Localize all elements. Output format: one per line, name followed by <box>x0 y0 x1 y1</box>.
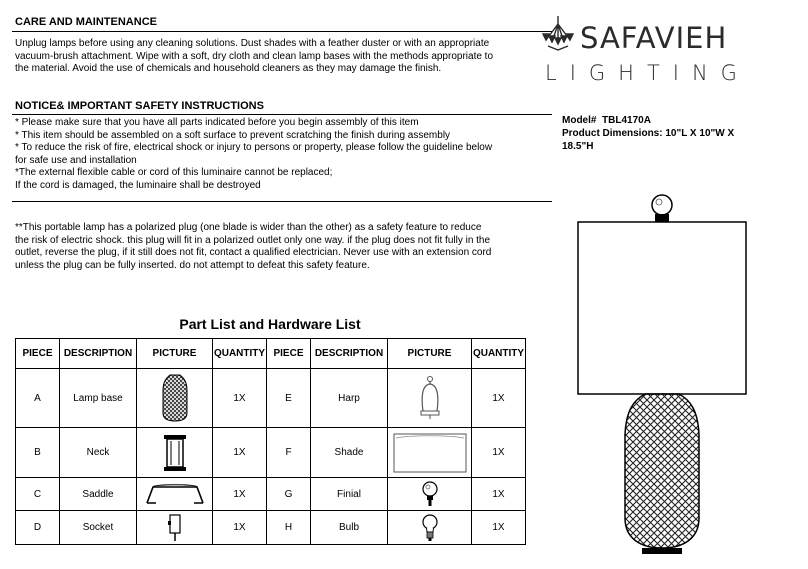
piece-cell: C <box>16 478 60 511</box>
chandelier-icon <box>543 16 573 50</box>
brand-sub: LIGHTING <box>545 61 750 84</box>
piece-cell: G <box>267 478 311 511</box>
parts-header-row <box>16 339 526 369</box>
drawing-base <box>625 394 699 548</box>
description-cell: Shade <box>311 428 388 478</box>
notice-line: * This item should be assembled on a soft surface to prevent scratching the finish during assembly <box>15 129 451 141</box>
plug-line: unless the plug can be fully inserted. do not attempt to defeat this safety feature. <box>15 259 370 271</box>
notice-line: If the cord is damaged, the luminaire shall be destroyed <box>15 179 261 191</box>
quantity-cell: 1X <box>213 478 267 511</box>
quantity-cell: 1X <box>472 511 526 545</box>
shade-icon <box>392 432 468 474</box>
harp-icon <box>418 375 442 421</box>
quantity-cell: 1X <box>213 511 267 545</box>
quantity-cell: 1X <box>472 428 526 478</box>
piece-cell: F <box>267 428 311 478</box>
picture-cell <box>388 511 472 545</box>
table-row <box>16 478 526 511</box>
bulb-icon <box>421 513 439 543</box>
piece-cell: B <box>16 428 60 478</box>
description-cell: Bulb <box>311 511 388 545</box>
piece-cell: H <box>267 511 311 545</box>
model-line <box>562 114 651 127</box>
brand-logo <box>540 14 785 84</box>
description-cell: Saddle <box>60 478 137 511</box>
model-number: TBL4170A <box>602 115 651 126</box>
piece-cell: D <box>16 511 60 545</box>
notice-divider-top <box>12 114 552 115</box>
header-quantity: QUANTITY <box>472 339 526 369</box>
header-picture: PICTURE <box>388 339 472 369</box>
care-divider <box>12 31 552 32</box>
lamp-base-icon <box>161 373 189 423</box>
saddle-icon <box>144 481 206 507</box>
dims-label: Product Dimensions: <box>562 128 663 139</box>
plug-line: the risk of electric shock. this plug will fit in a polarized outlet only one way. if the plug does not fit fully in the <box>15 234 491 246</box>
header-piece: PIECE <box>267 339 311 369</box>
care-line: vacuum-brush attachment. Wipe with a soft, dry cloth and clean lamp bases with the methods appropriate to <box>15 50 494 62</box>
plug-line: outlet, reverse the plug, if it still does not fit, contact a qualified electrician. Never use with an extension cord <box>15 247 492 258</box>
parts-title: Part List and Hardware List <box>179 316 361 332</box>
dims-line <box>562 127 734 140</box>
parts-table <box>15 338 526 545</box>
notice-text <box>15 117 550 192</box>
quantity-cell: 1X <box>213 369 267 428</box>
dims-line-2: 18.5"H <box>562 141 594 152</box>
table-row <box>16 369 526 428</box>
finial-icon <box>421 480 439 508</box>
header-piece: PIECE <box>16 339 60 369</box>
piece-cell: E <box>267 369 311 428</box>
model-label: Model# <box>562 115 597 126</box>
picture-cell <box>388 478 472 511</box>
header-quantity: QUANTITY <box>213 339 267 369</box>
notice-line: for safe use and installation <box>15 154 137 166</box>
quantity-cell: 1X <box>472 369 526 428</box>
lamp-drawing <box>570 190 760 560</box>
description-cell: Harp <box>311 369 388 428</box>
header-description: DESCRIPTION <box>60 339 137 369</box>
care-line: the material. Avoid the use of chemicals and household cleaners as they may damage the finish. <box>15 63 442 74</box>
care-line: Unplug lamps before using any cleaning solutions. Dust shades with a feather duster or with an appropriate <box>15 38 490 49</box>
plug-line: **This portable lamp has a polarized plug (one blade is wider than the other) as a safety feature to reduce <box>15 222 482 233</box>
picture-cell <box>137 511 213 545</box>
picture-cell <box>137 369 213 428</box>
socket-icon <box>166 513 184 543</box>
picture-cell <box>388 428 472 478</box>
quantity-cell: 1X <box>472 478 526 511</box>
table-row <box>16 511 526 545</box>
description-cell: Neck <box>60 428 137 478</box>
description-cell: Lamp base <box>60 369 137 428</box>
notice-line: *The external flexible cable or cord of this luminaire cannot be replaced; <box>15 167 333 178</box>
care-title: CARE AND MAINTENANCE <box>15 16 157 28</box>
care-text <box>15 38 550 76</box>
header-description: DESCRIPTION <box>311 339 388 369</box>
notice-line: * Please make sure that you have all parts indicated before you begin assembly of this item <box>15 117 419 128</box>
notice-title: NOTICE& IMPORTANT SAFETY INSTRUCTIONS <box>15 100 264 112</box>
picture-cell <box>388 369 472 428</box>
drawing-shade <box>578 222 746 394</box>
picture-cell <box>137 478 213 511</box>
description-cell: Finial <box>311 478 388 511</box>
quantity-cell: 1X <box>213 428 267 478</box>
plug-text <box>15 222 550 272</box>
drawing-finial <box>652 195 672 215</box>
notice-line: * To reduce the risk of fire, electrical shock or injury to persons or property, please follow the guideline below <box>15 142 493 153</box>
brand-name: SAFAVIEH <box>580 21 728 55</box>
table-row <box>16 428 526 478</box>
picture-cell <box>137 428 213 478</box>
description-cell: Socket <box>60 511 137 545</box>
neck-icon <box>161 433 189 473</box>
header-picture: PICTURE <box>137 339 213 369</box>
piece-cell: A <box>16 369 60 428</box>
dims-value: 10"L X 10"W X <box>665 128 735 139</box>
notice-divider-bottom <box>12 201 552 202</box>
